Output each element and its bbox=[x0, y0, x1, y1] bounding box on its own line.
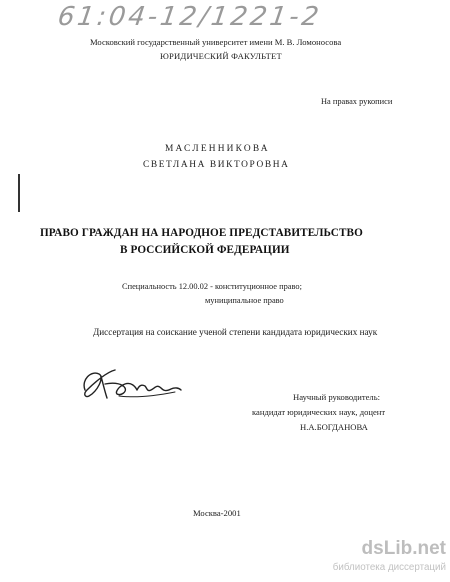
manuscript-note: На правах рукописи bbox=[321, 97, 393, 106]
specialty-line-2: муниципальное право bbox=[205, 296, 284, 305]
dissertation-title-line-1: ПРАВО ГРАЖДАН НА НАРОДНОЕ ПРЕДСТАВИТЕЛЬСТВО bbox=[40, 227, 363, 239]
watermark-subtitle: библиотека диссертаций bbox=[332, 562, 446, 573]
archive-code: 61:04-12/1221-2 bbox=[55, 2, 324, 32]
faculty-name: ЮРИДИЧЕСКИЙ ФАКУЛЬТЕТ bbox=[160, 51, 282, 61]
university-name: Московский государственный университет имени М. В. Ломоносова bbox=[90, 37, 342, 47]
specialty-line-1: Специальность 12.00.02 - конституционное право; bbox=[122, 282, 302, 291]
signature-icon bbox=[75, 362, 185, 406]
author-surname: МАСЛЕННИКОВА bbox=[165, 144, 270, 154]
dissertation-title-line-2: В РОССИЙСКОЙ ФЕДЕРАЦИИ bbox=[120, 244, 290, 256]
advisor-label: Научный руководитель: bbox=[293, 392, 381, 402]
city-year: Москва-2001 bbox=[193, 508, 241, 518]
degree-note: Диссертация на соискание ученой степени кандидата юридических наук bbox=[93, 327, 378, 337]
author-name: СВЕТЛАНА ВИКТОРОВНА bbox=[143, 160, 290, 170]
margin-mark bbox=[18, 174, 20, 212]
advisor-name: Н.А.БОГДАНОВА bbox=[300, 422, 368, 432]
watermark-logo: dsLib.net bbox=[361, 538, 446, 559]
dslib-watermark bbox=[290, 538, 446, 578]
advisor-degree: кандидат юридических наук, доцент bbox=[252, 407, 386, 417]
